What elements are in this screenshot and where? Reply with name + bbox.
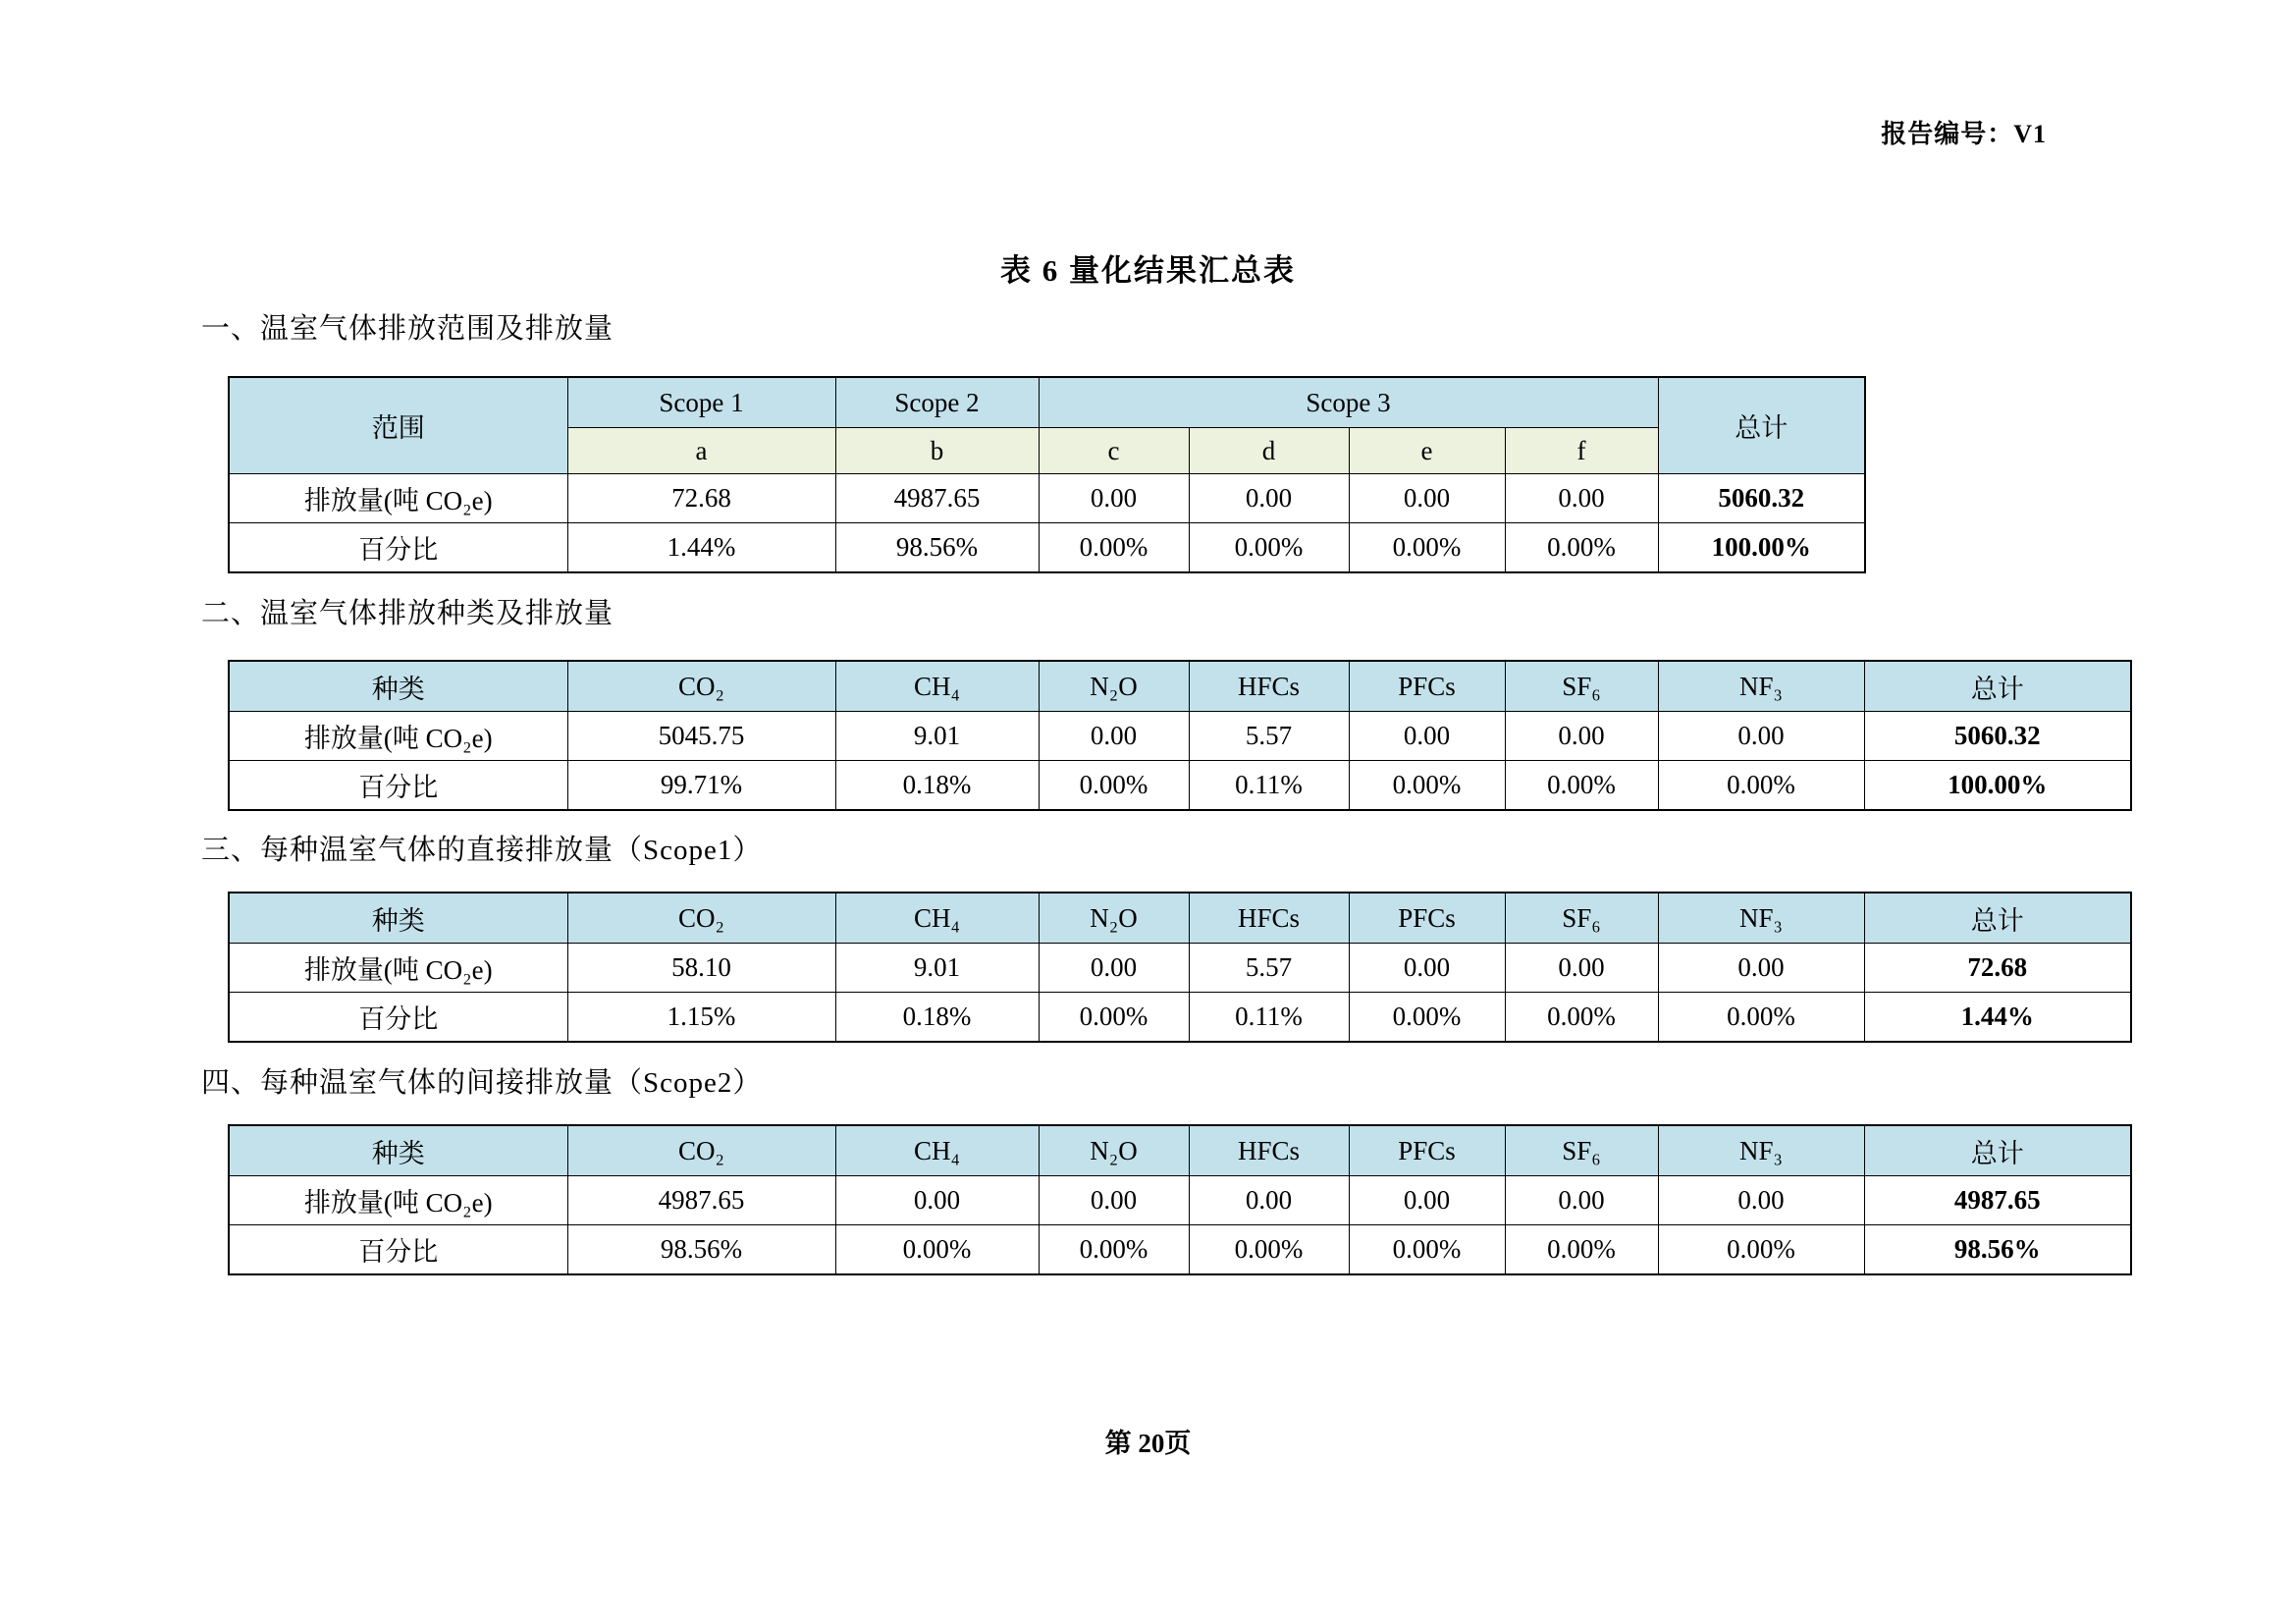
data-cell: 0.00 — [1039, 712, 1189, 761]
total-cell: 5060.32 — [1658, 474, 1865, 523]
data-cell: 0.18% — [835, 761, 1039, 811]
data-cell: 0.00 — [1658, 1176, 1864, 1225]
data-cell: 98.56% — [567, 1225, 835, 1275]
header-cell-hfcs: HFCs — [1189, 661, 1349, 712]
data-cell: 0.00% — [1505, 1225, 1658, 1275]
header-cell-sf6: SF₆ — [1505, 1125, 1658, 1176]
section-heading-scope2-gases: 四、每种温室气体的间接排放量（Scope2） — [201, 1067, 763, 1099]
row-label-cell: 百分比 — [229, 761, 567, 811]
header-cell-ch4: CH₄ — [835, 661, 1039, 712]
data-cell: 0.00 — [1658, 944, 1864, 993]
row-label-cell: 百分比 — [229, 523, 567, 573]
section-heading-scope1-gases: 三、每种温室气体的直接排放量（Scope1） — [201, 835, 763, 866]
data-cell: 0.00 — [1349, 712, 1505, 761]
header-cell-pfcs: PFCs — [1349, 1125, 1505, 1176]
row-label-cell: 排放量(吨 CO₂e) — [229, 944, 567, 993]
header-cell-co2: CO₂ — [567, 1125, 835, 1176]
data-cell: 0.00% — [1658, 1225, 1864, 1275]
row-label-cell: 百分比 — [229, 1225, 567, 1275]
header-cell-nf3: NF₃ — [1658, 1125, 1864, 1176]
data-cell: 0.00 — [1189, 1176, 1349, 1225]
data-cell: 58.10 — [567, 944, 835, 993]
section-heading-scope: 一、温室气体排放范围及排放量 — [201, 313, 614, 345]
data-cell: 0.00 — [1039, 474, 1189, 523]
header-cell-scope3: Scope 3 — [1039, 377, 1658, 428]
subheader-cell: d — [1189, 428, 1349, 474]
data-cell: 0.00% — [1505, 993, 1658, 1043]
page-title: 表 6 量化结果汇总表 — [1000, 253, 1296, 288]
header-cell-sf6: SF₆ — [1505, 661, 1658, 712]
subheader-cell: c — [1039, 428, 1189, 474]
header-cell-scope1: Scope 1 — [567, 377, 835, 428]
header-cell-n2o: N₂O — [1039, 893, 1189, 944]
data-cell: 0.00 — [1039, 944, 1189, 993]
header-cell-total: 总计 — [1864, 1125, 2131, 1176]
row-label-cell: 排放量(吨 CO₂e) — [229, 474, 567, 523]
header-cell-nf3: NF₃ — [1658, 661, 1864, 712]
header-cell-co2: CO₂ — [567, 893, 835, 944]
total-cell: 100.00% — [1864, 761, 2131, 811]
row-label-cell: 排放量(吨 CO₂e) — [229, 712, 567, 761]
data-cell: 4987.65 — [835, 474, 1039, 523]
row-label-cell: 排放量(吨 CO₂e) — [229, 1176, 567, 1225]
header-cell-pfcs: PFCs — [1349, 893, 1505, 944]
report-number: 报告编号：V1 — [1881, 120, 2047, 148]
data-cell: 0.00% — [1349, 1225, 1505, 1275]
header-cell-nf3: NF₃ — [1658, 893, 1864, 944]
header-cell-ch4: CH₄ — [835, 1125, 1039, 1176]
data-cell: 0.00% — [1039, 1225, 1189, 1275]
data-cell: 0.00 — [1505, 474, 1658, 523]
gas-emissions-table-scope1 — [228, 892, 2132, 1043]
data-cell: 4987.65 — [567, 1176, 835, 1225]
header-cell-total: 总计 — [1864, 661, 2131, 712]
data-cell: 0.00% — [1039, 761, 1189, 811]
header-cell-scope2: Scope 2 — [835, 377, 1039, 428]
header-cell-sf6: SF₆ — [1505, 893, 1658, 944]
data-cell: 0.00 — [1658, 712, 1864, 761]
total-cell: 4987.65 — [1864, 1176, 2131, 1225]
header-cell-total: 总计 — [1658, 377, 1865, 474]
header-cell-category: 种类 — [229, 1125, 567, 1176]
data-cell: 0.00% — [1039, 523, 1189, 573]
data-cell: 0.00 — [835, 1176, 1039, 1225]
data-cell: 0.00 — [1039, 1176, 1189, 1225]
row-label-cell: 百分比 — [229, 993, 567, 1043]
data-cell: 0.00% — [1039, 993, 1189, 1043]
data-cell: 0.00% — [1349, 761, 1505, 811]
data-cell: 1.44% — [567, 523, 835, 573]
gas-emissions-table-all — [228, 660, 2132, 811]
total-cell: 72.68 — [1864, 944, 2131, 993]
total-cell: 100.00% — [1658, 523, 1865, 573]
header-cell-pfcs: PFCs — [1349, 661, 1505, 712]
data-cell: 1.15% — [567, 993, 835, 1043]
header-cell-hfcs: HFCs — [1189, 1125, 1349, 1176]
corner-header-cell: 范围 — [229, 377, 567, 474]
section-heading-gas-types: 二、温室气体排放种类及排放量 — [201, 598, 614, 629]
data-cell: 98.56% — [835, 523, 1039, 573]
header-cell-hfcs: HFCs — [1189, 893, 1349, 944]
subheader-cell: b — [835, 428, 1039, 474]
total-cell: 5060.32 — [1864, 712, 2131, 761]
data-cell: 0.00% — [1505, 761, 1658, 811]
data-cell: 0.00% — [1658, 761, 1864, 811]
total-cell: 1.44% — [1864, 993, 2131, 1043]
data-cell: 99.71% — [567, 761, 835, 811]
total-cell: 98.56% — [1864, 1225, 2131, 1275]
data-cell: 0.00 — [1505, 712, 1658, 761]
gas-emissions-table-scope2 — [228, 1124, 2132, 1275]
data-cell: 5.57 — [1189, 712, 1349, 761]
scope-emissions-table — [228, 376, 1866, 573]
header-cell-category: 种类 — [229, 893, 567, 944]
data-cell: 0.00 — [1189, 474, 1349, 523]
data-cell: 0.00 — [1349, 944, 1505, 993]
data-cell: 0.00% — [1189, 1225, 1349, 1275]
data-cell: 9.01 — [835, 712, 1039, 761]
data-cell: 0.00% — [1658, 993, 1864, 1043]
data-cell: 72.68 — [567, 474, 835, 523]
subheader-cell: e — [1349, 428, 1505, 474]
subheader-cell: a — [567, 428, 835, 474]
header-cell-ch4: CH₄ — [835, 893, 1039, 944]
data-cell: 0.00 — [1349, 1176, 1505, 1225]
data-cell: 0.11% — [1189, 993, 1349, 1043]
data-cell: 0.00% — [1189, 523, 1349, 573]
data-cell: 9.01 — [835, 944, 1039, 993]
data-cell: 0.00% — [1505, 523, 1658, 573]
data-cell: 5045.75 — [567, 712, 835, 761]
page-number: 第 20页 — [1104, 1429, 1192, 1458]
data-cell: 0.00 — [1349, 474, 1505, 523]
header-cell-n2o: N₂O — [1039, 661, 1189, 712]
data-cell: 0.00 — [1505, 1176, 1658, 1225]
header-cell-total: 总计 — [1864, 893, 2131, 944]
data-cell: 0.00 — [1505, 944, 1658, 993]
data-cell: 0.00% — [1349, 523, 1505, 573]
data-cell: 0.18% — [835, 993, 1039, 1043]
subheader-cell: f — [1505, 428, 1658, 474]
data-cell: 0.00% — [835, 1225, 1039, 1275]
header-cell-n2o: N₂O — [1039, 1125, 1189, 1176]
header-cell-category: 种类 — [229, 661, 567, 712]
data-cell: 0.00% — [1349, 993, 1505, 1043]
data-cell: 0.11% — [1189, 761, 1349, 811]
data-cell: 5.57 — [1189, 944, 1349, 993]
header-cell-co2: CO₂ — [567, 661, 835, 712]
